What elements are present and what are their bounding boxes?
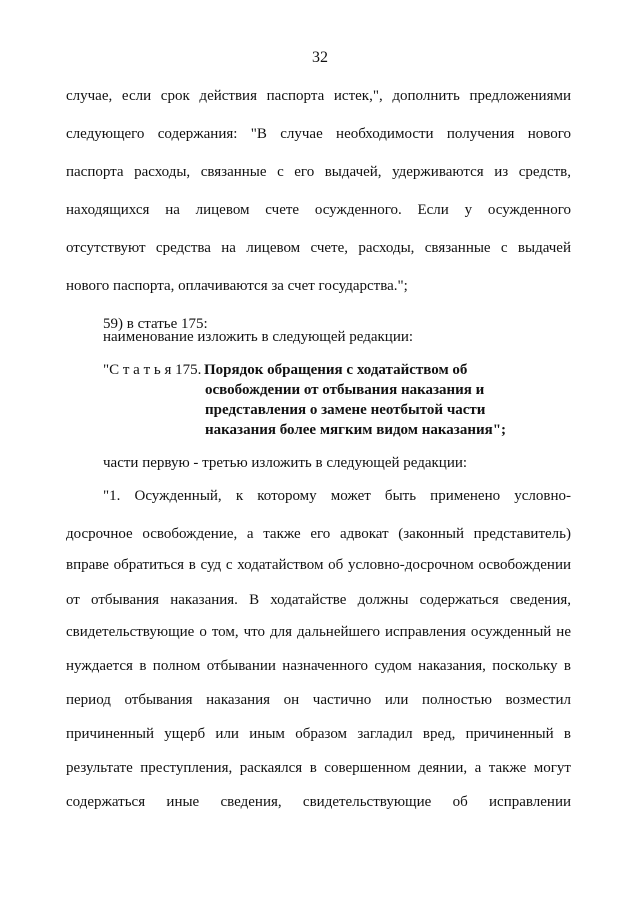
paragraph-line: период отбывания наказания он частично или полностью возместил [66, 692, 571, 708]
paragraph-line: содержаться иные сведения, свидетельствующие об исправлении [66, 794, 571, 810]
article-title-line: наказания более мягким видом наказания"; [205, 422, 507, 438]
page-number: 32 [312, 49, 328, 66]
list-item-59: 59) в статье 175: [103, 316, 208, 332]
parts-instruction: части первую - третью изложить в следующей редакции: [103, 455, 468, 471]
article-title-line: Порядок обращения с ходатайством об [204, 362, 468, 378]
article-title-line: освобождении от отбывания наказания и [205, 382, 485, 398]
paragraph-line: отсутствуют средства на лицевом счете, расходы, связанные с выдачей [66, 240, 571, 256]
article-title-line: представления о замене неотбытой части [205, 402, 486, 418]
paragraph-line: случае, если срок действия паспорта истек,", дополнить предложениями [66, 88, 571, 104]
article-prefix: "С т а т ь я 175. [103, 362, 202, 378]
paragraph-line: досрочное освобождение, а также его адвокат (законный представитель) [66, 526, 571, 542]
paragraph-line: от отбывания наказания. В ходатайстве должны содержаться сведения, [66, 592, 571, 608]
paragraph-line: паспорта расходы, связанные с его выдачей, удерживаются из средств, [66, 164, 571, 180]
rename-instruction: наименование изложить в следующей редакции: [103, 329, 414, 345]
paragraph-line: результате преступления, раскаялся в совершенном деянии, а также могут [66, 760, 571, 776]
paragraph-line: нуждается в полном отбывании назначенного судом наказания, поскольку в [66, 658, 571, 674]
paragraph-line: нового паспорта, оплачиваются за счет государства."; [66, 278, 408, 294]
paragraph-line: причиненный ущерб или иным образом загладил вред, причиненный в [66, 726, 571, 742]
paragraph-line: свидетельствующие о том, что для дальнейшего исправления осужденный не [66, 624, 571, 640]
paragraph-line: вправе обратиться в суд с ходатайством об условно-досрочном освобождении [66, 557, 571, 573]
paragraph-line: "1. Осужденный, к которому может быть применено условно- [103, 488, 571, 504]
paragraph-line: следующего содержания: "В случае необходимости получения нового [66, 126, 571, 142]
paragraph-line: находящихся на лицевом счете осужденного. Если у осужденного [66, 202, 571, 218]
